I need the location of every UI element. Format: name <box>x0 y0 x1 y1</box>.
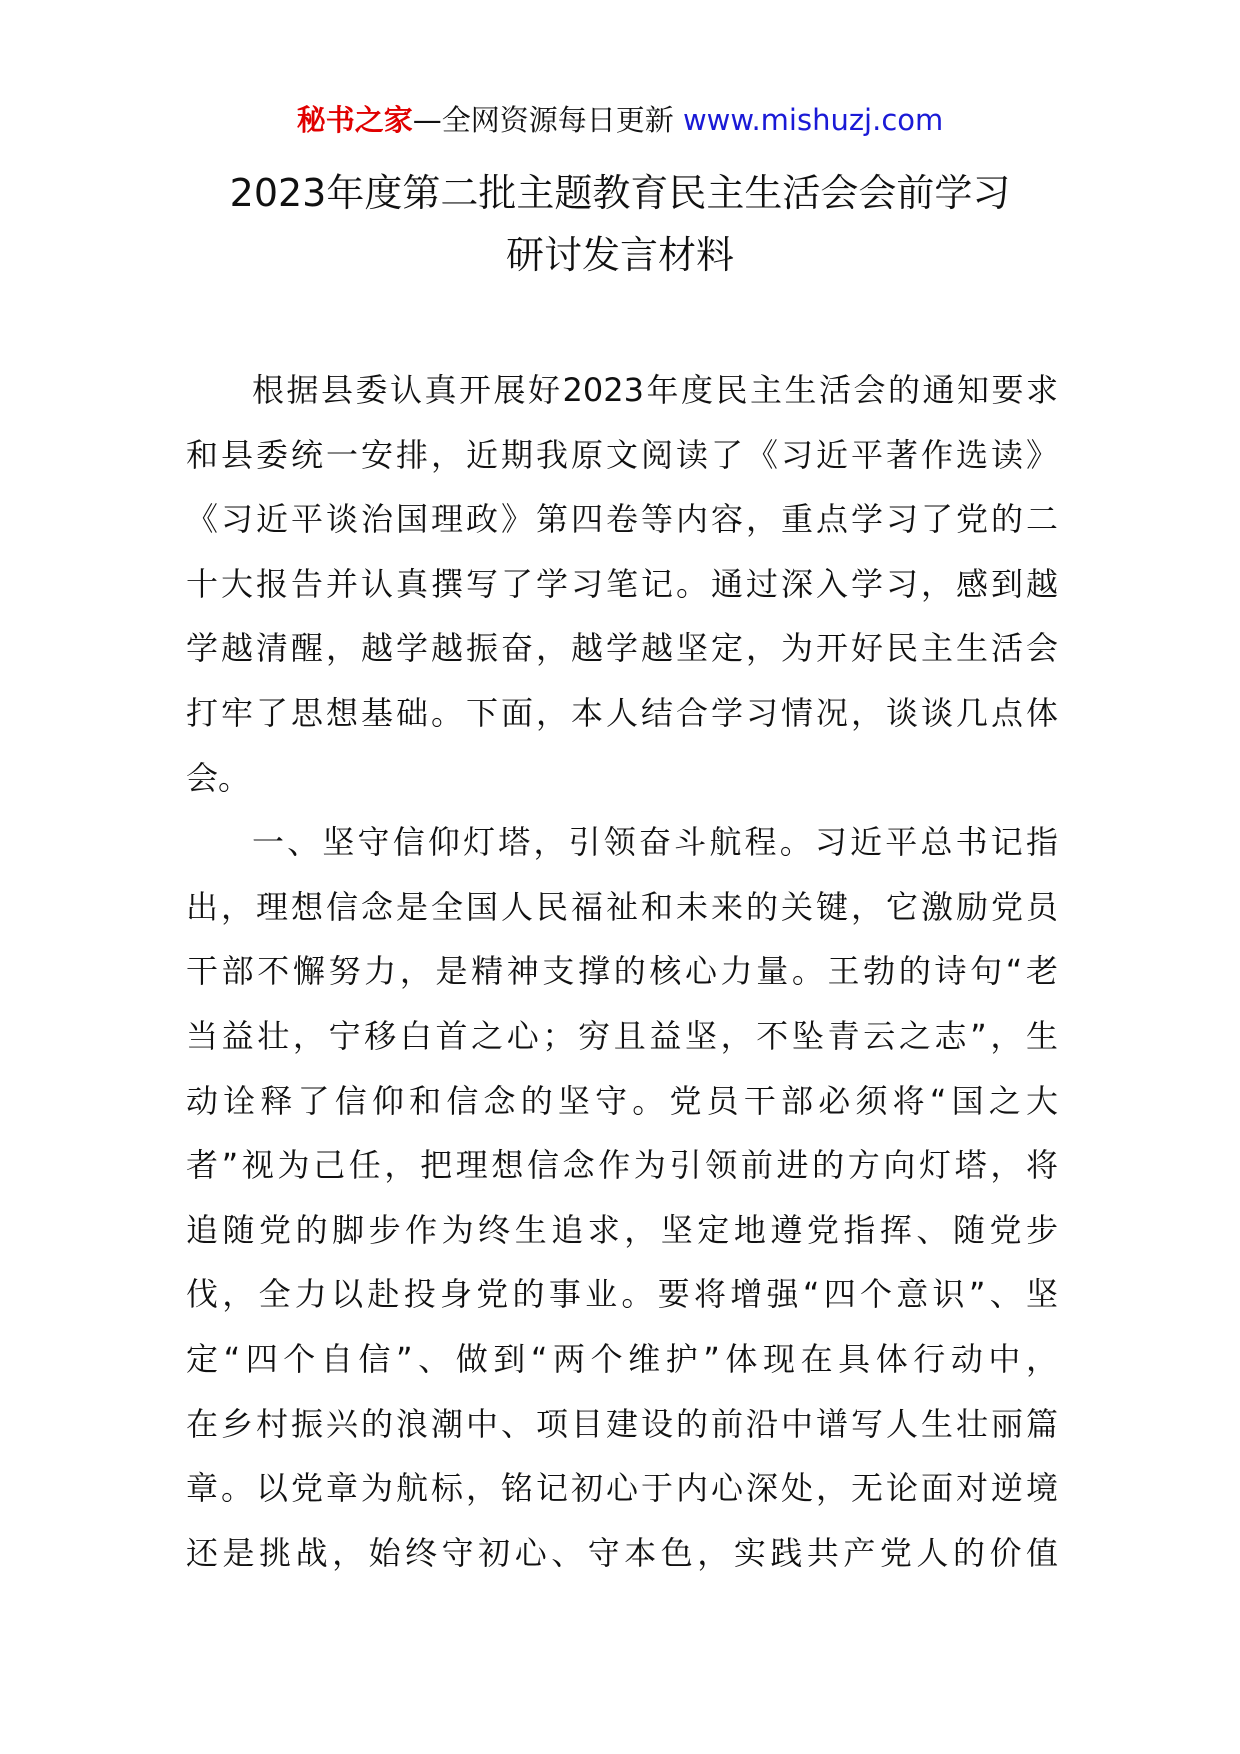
paragraph-1-line: 十大报告并认真撰写了学习笔记。通过深入学习，感到越 <box>186 564 1058 603</box>
paragraph-2-line: 还是挑战，始终守初心、守本色，实践共产党人的价值 <box>186 1533 1058 1572</box>
paragraph-2-line: 定“四个自信”、做到“两个维护”体现在具体行动中， <box>186 1339 1058 1378</box>
title-line-1: 2023年度第二批主题教育民主生活会会前学习 <box>229 171 1011 215</box>
paragraph-2-line: 一、坚守信仰灯塔，引领奋斗航程。习近平总书记指 <box>252 823 1058 862</box>
paragraph-1-line: 学越清醒，越学越振奋，越学越坚定，为开好民主生活会 <box>186 629 1058 668</box>
paragraph-2-line: 追随党的脚步作为终生追求，坚定地遵党指挥、随党步 <box>186 1210 1058 1249</box>
paragraph-2-line: 伐，全力以赴投身党的事业。要将增强“四个意识”、坚 <box>186 1275 1058 1314</box>
paragraph-2-line: 干部不懈努力，是精神支撑的核心力量。王勃的诗句“老 <box>186 952 1058 991</box>
paragraph-1-line: 《习近平谈治国理政》第四卷等内容，重点学习了党的二 <box>186 500 1058 539</box>
paragraph-1-line: 打牢了思想基础。下面，本人结合学习情况，谈谈几点体 <box>186 693 1058 732</box>
paragraph-1-line: 根据县委认真开展好2023年度民主生活会的通知要求 <box>252 371 1058 409</box>
paragraph-1-line: 会。 <box>186 758 251 797</box>
title-line-2: 研讨发言材料 <box>505 233 734 277</box>
document-body <box>186 358 1058 1585</box>
paragraph-1-line: 和县委统一安排，近期我原文阅读了《习近平著作选读》 <box>186 435 1058 474</box>
paragraph-2-line: 动诠释了信仰和信念的坚守。党员干部必须将“国之大 <box>186 1081 1058 1120</box>
document-title <box>150 162 1090 286</box>
paragraph-2-line: 当益壮，宁移白首之心；穷且益坚，不坠青云之志”，生 <box>186 1016 1058 1055</box>
paragraph-2-line: 者”视为己任，把理想信念作为引领前进的方向灯塔，将 <box>186 1146 1058 1185</box>
brand-name: 秘书之家 <box>296 103 413 137</box>
header-tagline: —全网资源每日更新 <box>412 103 683 137</box>
paragraph-2-line: 出，理想信念是全国人民福祉和未来的关键，它激励党员 <box>186 887 1058 926</box>
paragraph-2-line: 章。以党章为航标，铭记初心于内心深处，无论面对逆境 <box>186 1469 1058 1508</box>
site-url-link[interactable]: www.mishuzj.com <box>682 103 944 137</box>
paragraph-2-line: 在乡村振兴的浪潮中、项目建设的前沿中谱写人生壮丽篇 <box>186 1404 1058 1443</box>
site-header <box>0 98 1240 142</box>
